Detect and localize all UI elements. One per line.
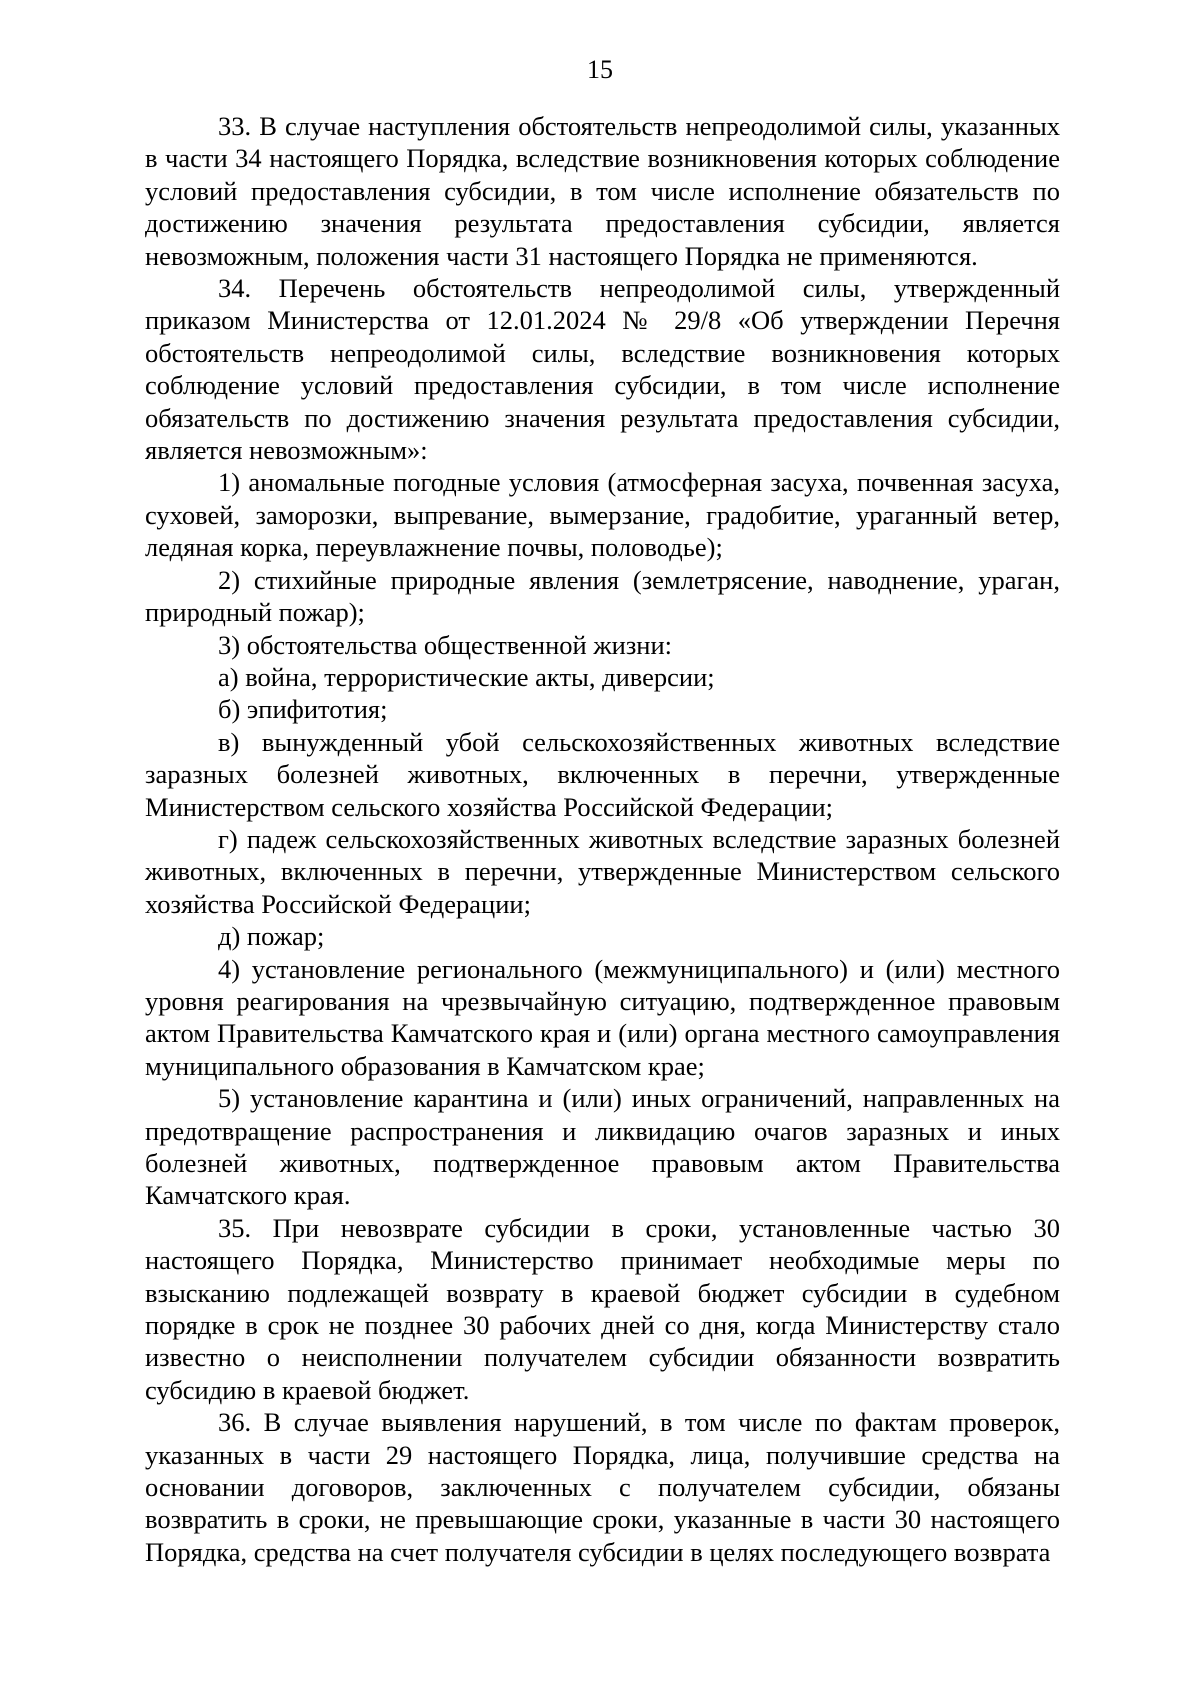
list-item-5: 5) установление карантина и (или) иных ограничений, направленных на предотвращение распространения и ликвидацию очагов заразных и иных болезней животных, подтвержденное правовым актом Правительства Камчатского края. bbox=[145, 1083, 1060, 1211]
document-body bbox=[145, 110, 1060, 1568]
list-item-3d: д) пожар; bbox=[218, 921, 325, 952]
paragraph-36: 36. В случае выявления нарушений, в том числе по фактам проверок, указанных в части 29 настоящего Порядка, лица, получившие средства на основании договоров, заключенных с получателем субсидии, обязаны возвратить в сроки, не превышающие сроки, указанные в части 30 настоящего Порядка, средства на счет получателя субсидии в целях последующего возврата bbox=[145, 1407, 1060, 1567]
list-item-3g: г) падеж сельскохозяйственных животных вследствие заразных болезней животных, включенных в перечни, утвержденные Министерством сельского хозяйства Российской Федерации; bbox=[145, 823, 1060, 919]
list-item-2: 2) стихийные природные явления (землетрясение, наводнение, ураган, природный пожар); bbox=[145, 564, 1060, 628]
list-item-4: 4) установление регионального (межмуниципального) и (или) местного уровня реагирования на чрезвычайную ситуацию, подтвержденное правовым актом Правительства Камчатского края и (или) органа местного самоуправления муниципального образования в Камчатском крае; bbox=[145, 953, 1060, 1081]
list-item-3a: а) война, террористические акты, диверсии; bbox=[218, 661, 715, 692]
paragraph-33: 33. В случае наступления обстоятельств непреодолимой силы, указанных в части 34 настоящего Порядка, вследствие возникновения которых соблюдение условий предоставления субсидии, в том числе исполнение обязательств по достижению значения результата предоставления субсидии, является невозможным, положения части 31 настоящего Порядка не применяются. bbox=[145, 111, 1060, 271]
paragraph-34: 34. Перечень обстоятельств непреодолимой силы, утвержденный приказом Министерства от 12.01.2024 № 29/8 «Об утверждении Перечня обстоятельств непреодолимой силы, вследствие возникновения которых соблюдение условий предоставления субсидии, в том числе исполнение обязательств по достижению значения результата предоставления субсидии, является невозможным»: bbox=[145, 273, 1060, 466]
list-item-3v: в) вынужденный убой сельскохозяйственных животных вследствие заразных болезней животных, включенных в перечни, утвержденные Министерством сельского хозяйства Российской Федерации; bbox=[145, 726, 1060, 822]
list-item-1: 1) аномальные погодные условия (атмосферная засуха, почвенная засуха, суховей, заморозки, выпревание, вымерзание, градобитие, ураганный ветер, ледяная корка, переувлажнение почвы, половодье); bbox=[145, 467, 1060, 563]
paragraph-35: 35. При невозврате субсидии в сроки, установленные частью 30 настоящего Порядка, Министерство принимает необходимые меры по взысканию подлежащей возврату в краевой бюджет субсидии в судебном порядке в срок не позднее 30 рабочих дней со дня, когда Министерству стало известно о неисполнении получателем субсидии обязанности возвратить субсидию в краевой бюджет. bbox=[145, 1212, 1060, 1405]
list-item-3b: б) эпифитотия; bbox=[218, 694, 388, 725]
page-number: 15 bbox=[587, 55, 613, 84]
list-item-3: 3) обстоятельства общественной жизни: bbox=[218, 629, 673, 660]
